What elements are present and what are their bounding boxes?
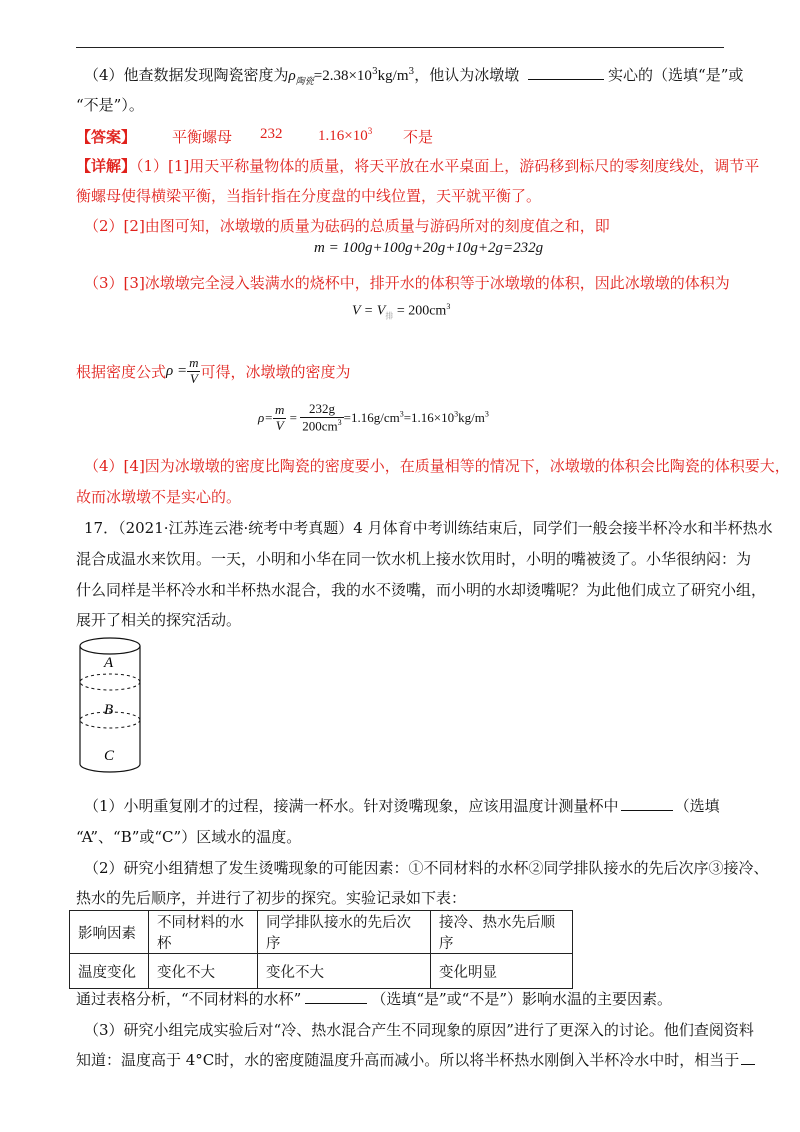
table-cell: 影响因素 — [70, 911, 149, 954]
table-cell: 温度变化 — [70, 954, 149, 989]
table-cell: 同学排队接水的先后次序 — [258, 911, 431, 954]
equation-density: ρ= $\frac{m}{V}$ = $\frac{232g}{200cm^3}$ $=1.16g/cm^3=1.16\times 10^3kg/m^3$ — [258, 401, 489, 434]
q17-s3b: 知道：温度高于 4°C时，水的密度随温度升高而减小。所以将半杯热水刚倒入半杯冷水中时，相当于 — [76, 1049, 755, 1070]
answer-blank-s3[interactable] — [741, 1064, 755, 1065]
table-cell: 不同材料的水杯 — [149, 911, 258, 954]
cup-diagram — [74, 632, 146, 780]
q17-line2: 混合成温水来饮用。一天，小明和小华在同一饮水机上接水饮用时，小明的嘴被烫了。小华很纳闷：为 — [76, 550, 752, 568]
detail-p1a: 【详解】（1）[1]用天平称量物体的质量，将天平放在水平桌面上，游码移到标尺的零刻度线处，调节平 — [76, 157, 760, 175]
detail-p1b: 衡螺母使得横梁平衡，当指针指在分度盘的中线位置，天平就平衡了。 — [76, 187, 542, 205]
table-cell: 变化不大 — [258, 954, 431, 989]
table-cell: 接冷、热水先后顺序 — [431, 911, 573, 954]
q17-line1: 17．（2021·江苏连云港·统考中考真题）4 月体育中考训练结束后，同学们一般会接半杯冷水和半杯热水 — [84, 519, 773, 537]
cup-label-b: B — [104, 702, 114, 718]
q17-s3a: （3）研究小组完成实验后对“冷、热水混合产生不同现象的原因”进行了更深入的讨论。他们查阅资料 — [84, 1021, 754, 1039]
detail-p5b: 故而冰墩墩不是实心的。 — [76, 488, 242, 506]
detail-p3: （3）[3]冰墩墩完全浸入装满水的烧杯中，排开水的体积等于冰墩墩的体积，因此冰墩墩的体积为 — [84, 274, 730, 292]
cup-label-a: A — [104, 655, 114, 671]
detail-p5a: （4）[4]因为冰墩墩的密度比陶瓷的密度要小，在质量相等的情况下，冰墩墩的体积会比陶瓷的体积要大， — [84, 457, 790, 475]
equation-mass: m = 100g+100g+20g+10g+2g=232g — [314, 240, 544, 256]
answer-blank-q4[interactable] — [528, 79, 604, 80]
answer-4: 不是 — [403, 128, 434, 146]
q17-s2b: 热水的先后顺序，并进行了初步的探究。实验记录如下表： — [76, 889, 467, 907]
q17-s2c: 通过表格分析，“不同材料的水杯” （选填“是”或“不是”）影响水温的主要因素。 — [76, 990, 673, 1008]
answer-2: 232 — [260, 126, 283, 142]
answer-1: 平衡螺母 — [172, 128, 233, 146]
cup-divider-ab — [80, 674, 140, 690]
table-row — [70, 911, 573, 954]
table-cell: 变化不大 — [149, 954, 258, 989]
q17-line4: 展开了相关的探究活动。 — [76, 611, 242, 629]
cup-rim — [80, 638, 140, 654]
density-formula-fraction: $\frac{m}{V}$ — [189, 355, 199, 386]
answer-3: $1.16\times 10^3$ — [318, 126, 373, 144]
q17-line3: 什么同样是半杯冷水和半杯热水混合，我的水不烫嘴，而小明的水却烫嘴呢？为此他们成立了研究小组， — [76, 581, 767, 599]
detail-p2: （2）[2]由图可知，冰墩墩的质量为砝码的总质量与游码所对的刻度值之和，即 — [84, 217, 610, 235]
cup-bottom — [80, 764, 140, 772]
experiment-table — [69, 910, 573, 989]
answer-blank-s2[interactable] — [305, 1003, 367, 1004]
answer-tag: 【答案】 — [76, 128, 137, 146]
detail-p4: 根据密度公式ρ = $\frac{m}{V}$ 可得，冰墩墩的密度为 — [76, 355, 351, 386]
table-cell: 变化明显 — [431, 954, 573, 989]
equation-volume: $V = V_排 = 200cm^3$ — [352, 302, 451, 321]
q17-s2a: （2）研究小组猜想了发生烫嘴现象的可能因素：①不同材料的水杯②同学排队接水的先后次序③接冷、 — [84, 859, 769, 877]
q4-line1: （4）他查数据发现陶瓷密度为$\rho_{陶瓷}=2.38\times 10^3kg/m^3$，他认为冰墩墩 实心的（选填“是”或 — [84, 66, 744, 87]
header-rule — [76, 47, 724, 48]
cup-label-c: C — [104, 748, 115, 764]
detail-tag: 【详解】 — [76, 157, 137, 175]
table-row — [70, 954, 573, 989]
q17-s1b: “A”、“B”或“C”）区域水的温度。 — [76, 828, 302, 846]
q17-s1a: （1）小明重复刚才的过程，接满一杯水。针对烫嘴现象，应该用温度计测量杯中 （选填 — [84, 797, 720, 815]
answer-blank-s1[interactable] — [621, 810, 673, 811]
q4-line2: “不是”）。 — [76, 96, 144, 114]
